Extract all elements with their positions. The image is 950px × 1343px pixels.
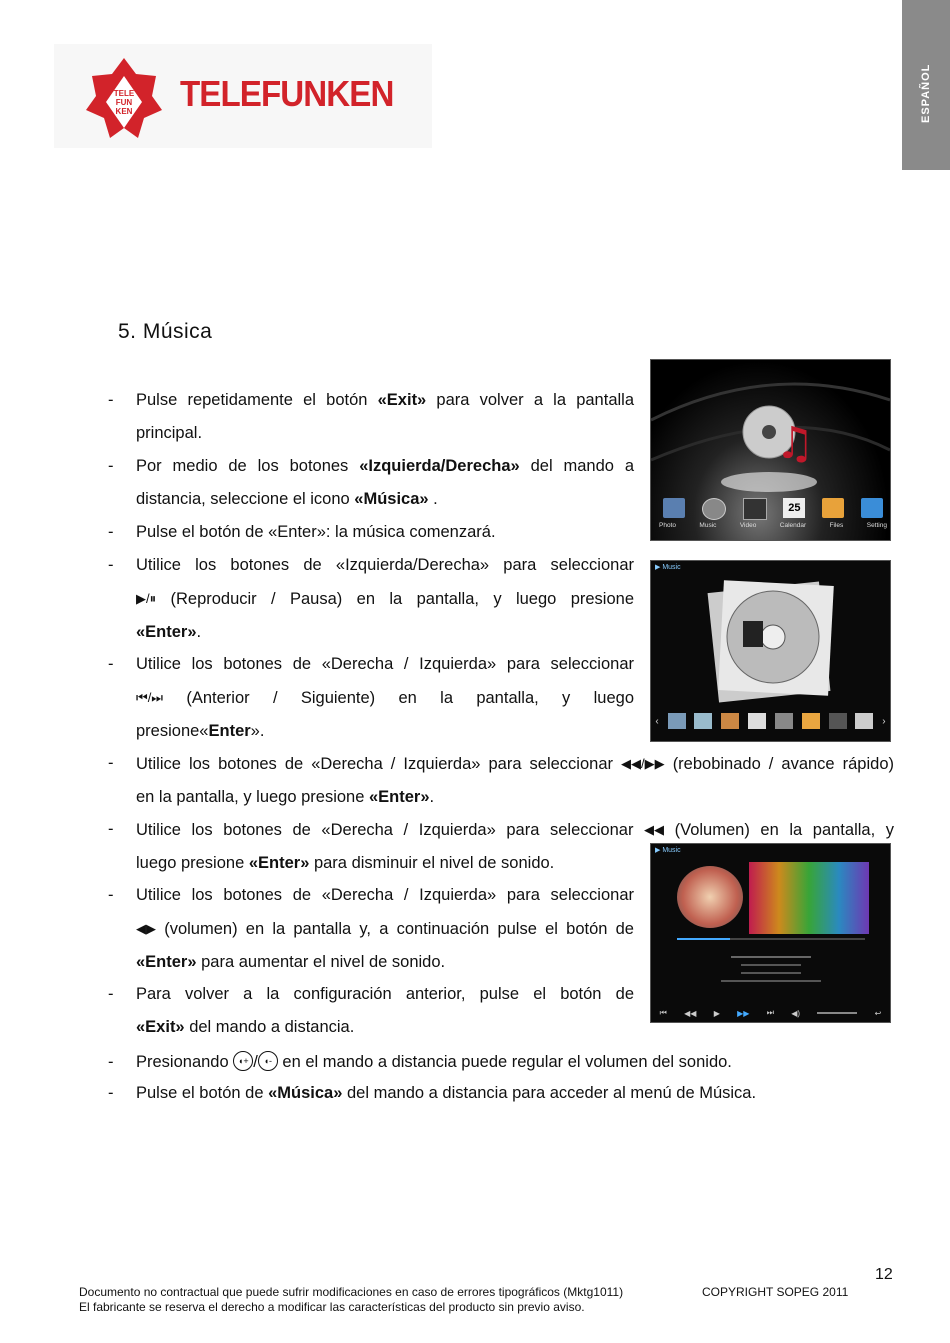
player-header: ▶ Music xyxy=(655,847,681,854)
volume-minus-icon: ◖- xyxy=(258,1051,278,1071)
music-icon xyxy=(702,498,726,520)
album-art xyxy=(677,866,743,928)
main-menu-screenshot: ♫ 25 Photo Music Video Calendar Files Setting xyxy=(650,359,891,541)
music-header: ▶ Music xyxy=(655,564,681,571)
files-icon xyxy=(822,498,844,518)
footer-rights: El fabricante se reserva el derecho a modificar las características del producto sin previo aviso. xyxy=(79,1300,585,1314)
volume-plus-icon: ◖+ xyxy=(233,1051,253,1071)
music-player-screenshot xyxy=(650,843,891,1023)
scroll-left-icon[interactable]: ‹ xyxy=(655,715,659,727)
spectrum-visual xyxy=(749,862,869,934)
rewind-icon[interactable]: ◀◀ xyxy=(684,1008,697,1018)
play-icon[interactable]: ▶ xyxy=(713,1008,720,1018)
svg-text:KEN: KEN xyxy=(115,107,133,116)
telefunken-emblem-icon xyxy=(84,54,164,144)
music-browser-screenshot xyxy=(650,560,891,742)
section-title: 5. Música xyxy=(118,320,213,343)
setting-icon xyxy=(861,498,883,518)
volume-down-icon: ◀◀ xyxy=(644,822,665,837)
volume-up-icon: ◀▶ xyxy=(136,921,156,936)
footer-disclaimer: Documento no contractual que puede sufrir modificaciones en caso de errores tipográficos (Mktg1011) xyxy=(79,1285,624,1299)
play-pause-icon: ▶/⏸ xyxy=(136,591,157,606)
return-icon[interactable]: ↩ xyxy=(874,1008,882,1018)
progress-bar[interactable] xyxy=(677,938,865,940)
page-number: 12 xyxy=(875,1266,893,1283)
next-icon[interactable]: ⏭ xyxy=(766,1008,774,1017)
svg-text:♫: ♫ xyxy=(775,418,815,469)
rewind-forward-icon: ◀◀/▶▶ xyxy=(621,756,665,771)
volume-icon[interactable]: ◀) xyxy=(791,1008,801,1018)
footer-copyright: COPYRIGHT SOPEG 2011 xyxy=(702,1285,849,1299)
photo-icon xyxy=(663,498,685,518)
video-icon xyxy=(743,498,767,520)
svg-text:TELE: TELE xyxy=(113,89,135,98)
track-info xyxy=(711,952,831,998)
telefunken-logo xyxy=(54,44,432,148)
prev-next-icon: ⏮/⏭ xyxy=(136,690,164,705)
brand-name: TELEFUNKEN xyxy=(180,73,394,114)
previous-icon[interactable]: ⏮ xyxy=(659,1008,667,1017)
calendar-icon: 25 xyxy=(783,498,805,518)
fast-forward-icon[interactable]: ▶▶ xyxy=(737,1008,750,1018)
volume-slider[interactable] xyxy=(817,1012,857,1014)
scroll-right-icon[interactable]: › xyxy=(882,715,886,727)
language-tab xyxy=(902,0,950,170)
svg-text:FUN: FUN xyxy=(115,98,133,107)
language-tab-label: ESPAÑOL xyxy=(920,63,932,123)
